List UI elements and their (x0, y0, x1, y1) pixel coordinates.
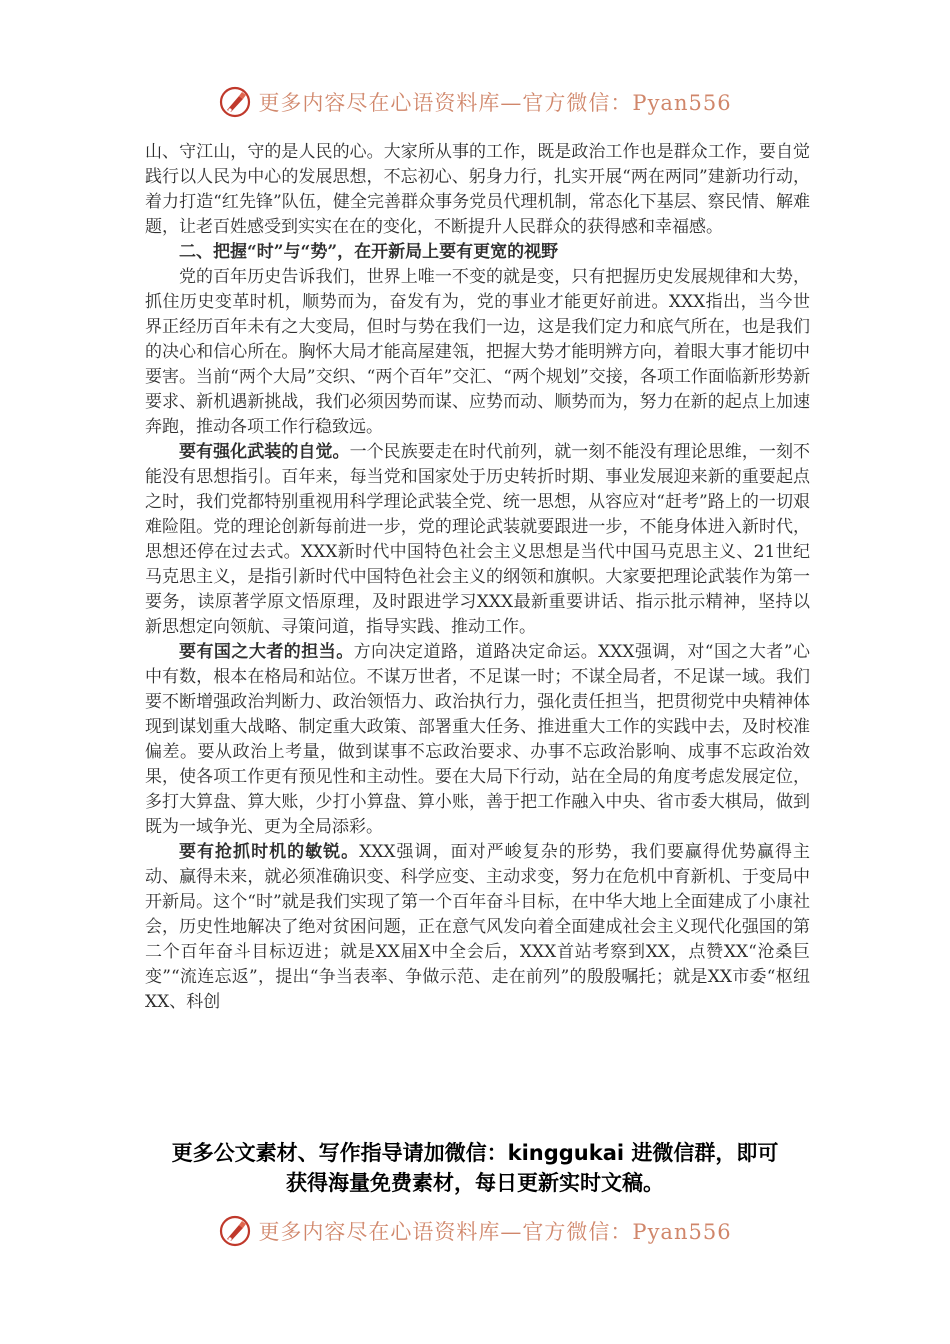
text-national-responsibility: 方向决定道路，道路决定命运。XXX强调，对“国之大者”心中有数，根本在格局和站位。不谋万世者，不足谋一时；不谋全局者，不足谋一域。我们要不断增强政治判断力、政治领悟力、政治执行力，强化责任担当，把贯彻党中央精神体现到谋划重大战略、制定重大政策、部署重大任务、推进重大工作的实践中去，及时校准偏差。要从政治上考量，做到谋事不忘政治要求、办事不忘政治影响、成事不忘政治效果，使各项工作更有预见性和主动性。要在大局下行动，站在全局的角度考虑发展定位，多打大算盘、算大账，少打小算盘、算小账，善于把工作融入中央、省市委大棋局，做到既为一域争光、更为全局添彩。 (145, 642, 810, 837)
text-theory-armament: 一个民族要走在时代前列，就一刻不能没有理论思维，一刻不能没有思想指引。百年来，每当党和国家处于历史转折时期、事业发展迎来新的重要起点之时，我们党都特别重视用科学理论武装全党、统一思想，从容应对“赶考”路上的一切艰难险阻。党的理论创新每前进一步，党的理论武装就要跟进一步，不能身体进入新时代，思想还停在过去式。XXX新时代中国特色社会主义思想是当代中国马克思主义、21世纪马克思主义，是指引新时代中国特色社会主义的纲领和旗帜。大家要把理论武装作为第一要务，读原著学原文悟原理，及时跟进学习XXX最新重要讲话、指示批示精神，坚持以新思想定向领航、寻策问道，指导实践、推动工作。 (145, 442, 811, 637)
promo-line-1: 更多公文素材、写作指导请加微信：kinggukai 进微信群，即可 (171, 1141, 779, 1165)
document-body (145, 140, 810, 1015)
promo-banner (130, 1138, 820, 1198)
section-heading-2: 二、把握“时”与“势”，在开新局上要有更宽的视野 (179, 242, 559, 262)
paragraph-intro: 山、守江山，守的是人民的心。大家所从事的工作，既是政治工作也是群众工作，要自觉践行以人民为中心的发展思想，不忘初心、躬身力行，扎实开展“两在两同”建新功行动，着力打造“红先锋”队伍，健全完善群众事务党员代理机制，常态化下基层、察民情、解难题，让老百姓感受到实实在在的变化，不断提升人民群众的获得感和幸福感。 (145, 142, 810, 237)
paragraph-national-responsibility (145, 640, 810, 840)
watermark-text: 更多内容尽在心语资料库—官方微信：Pyan556 (258, 91, 732, 115)
paragraph-seize-opportunity (145, 840, 810, 1015)
lead-seize-opportunity: 要有抢抓时机的敏锐。 (179, 842, 360, 862)
watermark-text: 更多内容尽在心语资料库—官方微信：Pyan556 (258, 1220, 732, 1244)
pen-nib-logo-icon (218, 85, 252, 119)
watermark-footer (0, 1211, 950, 1251)
paragraph-history: 党的百年历史告诉我们，世界上唯一不变的就是变，只有把握历史发展规律和大势，抓住历史变革时机，顺势而为，奋发有为，党的事业才能更好前进。XXX指出，当今世界正经历百年未有之大变局，但时与势在我们一边，这是我们定力和底气所在，也是我们的决心和信心所在。胸怀大局才能高屋建瓴，把握大势才能明辨方向，着眼大事才能切中要害。当前“两个大局”交织、“两个百年”交汇、“两个规划”交接，各项工作面临新形势新要求、新机遇新挑战，我们必须因势而谋、应势而动、顺势而为，努力在新的起点上加速奔跑，推动各项工作行稳致远。 (145, 267, 810, 437)
text-seize-opportunity: XXX强调，面对严峻复杂的形势，我们要赢得优势赢得主动、赢得未来，就必须准确识变、科学应变、主动求变，努力在危机中育新机、于变局中开新局。这个“时”就是我们实现了第一个百年奋斗目标，在中华大地上全面建成了小康社会，历史性地解决了绝对贫困问题，正在意气风发向着全面建成社会主义现代化强国的第二个百年奋斗目标迈进；就是XX届X中全会后，XXX首站考察到XX，点赞XX“沧桑巨变”“流连忘返”，提出“争当表率、争做示范、走在前列”的殷殷嘱托；就是XX市委“枢纽XX、科创 (145, 842, 811, 1012)
paragraph-theory-armament (145, 440, 810, 640)
lead-theory-armament: 要有强化武装的自觉。 (179, 442, 350, 462)
watermark-header (0, 82, 950, 122)
promo-line-2: 获得海量免费素材，每日更新实时文稿。 (286, 1171, 664, 1195)
lead-national-responsibility: 要有国之大者的担当。 (179, 642, 354, 662)
pen-nib-logo-icon (218, 1214, 252, 1248)
